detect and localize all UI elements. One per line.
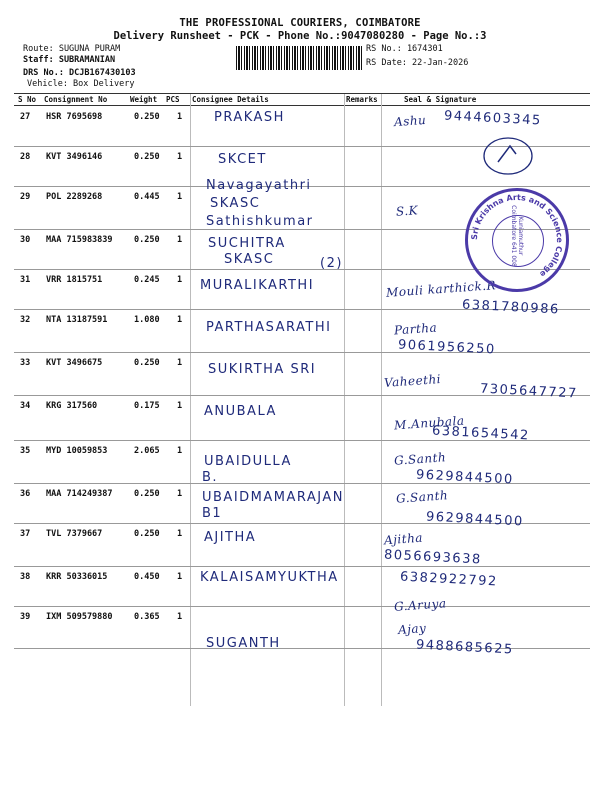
row-sno: 36 xyxy=(20,489,31,499)
row-pcs: 1 xyxy=(177,192,183,202)
row-pcs: 1 xyxy=(177,529,183,539)
row-sno: 30 xyxy=(20,235,31,245)
receiver-phone: 6381780986 xyxy=(461,297,561,318)
drs-barcode xyxy=(236,46,362,70)
row-sno: 34 xyxy=(20,401,31,411)
row-weight: 0.250 xyxy=(134,358,160,368)
row-sno: 28 xyxy=(20,152,31,162)
row-sno: 39 xyxy=(20,612,31,622)
staff-text: Staff: SUBRAMANIAN xyxy=(23,55,116,65)
row-weight: 0.445 xyxy=(134,192,160,202)
receiver-signature: G.Santh xyxy=(393,450,447,468)
row-consignment-no: IXM 509579880 xyxy=(46,612,113,622)
row-weight: 0.250 xyxy=(134,489,160,499)
handwritten-consignee-name: SUGANTH xyxy=(206,636,281,651)
row-weight: 1.080 xyxy=(134,315,160,325)
handwritten-consignee-name: UBAIDULLA xyxy=(204,454,292,469)
receiver-signature: Mouli karthick.R xyxy=(385,278,497,300)
handwritten-consignee-name: PRAKASH xyxy=(214,110,285,125)
receiver-phone: 9061956250 xyxy=(397,337,497,358)
row-pcs: 1 xyxy=(177,446,183,456)
tick-mark-icon xyxy=(480,132,540,178)
handwritten-consignee-extra: B. xyxy=(202,470,219,485)
row-consignment-no: VRR 1815751 xyxy=(46,275,103,285)
meta-left xyxy=(23,44,136,90)
handwritten-consignee-name: SKASC xyxy=(210,196,261,211)
row-pcs: 1 xyxy=(177,112,183,122)
row-consignment-no: TVL 7379667 xyxy=(46,529,103,539)
row-pcs: 1 xyxy=(177,275,183,285)
col-consignee: Consignee Details xyxy=(192,95,269,104)
col-weight: Weight xyxy=(130,95,158,104)
receiver-signature: Ajitha xyxy=(383,530,424,548)
seal-center-text: Kuniamuthur Coimbatore 641 008 xyxy=(510,205,524,267)
row-sno: 37 xyxy=(20,529,31,539)
row-weight: 0.250 xyxy=(134,152,160,162)
handwritten-consignee-extra: Navagayathri xyxy=(206,178,312,193)
row-sno: 33 xyxy=(20,358,31,368)
row-consignment-no: NTA 13187591 xyxy=(46,315,108,325)
vehicle-text: Vehicle: Box Delivery xyxy=(27,79,135,89)
receiver-phone: 8056693638 xyxy=(383,547,483,568)
row-sno: 29 xyxy=(20,192,31,202)
receiver-phone: 6382922792 xyxy=(399,569,499,590)
drs-text: DRS No.: DCJB167430103 xyxy=(23,68,136,78)
handwritten-consignee-name: SUKIRTHA SRI xyxy=(208,362,317,377)
handwritten-consignee-name: AJITHA xyxy=(204,530,257,545)
svg-text:Sri Krishna Arts and Science C: Sri Krishna Arts and Science College xyxy=(469,192,565,279)
row-pcs: 1 xyxy=(177,572,183,582)
row-pcs: 1 xyxy=(177,489,183,499)
receiver-phone: 7305647727 xyxy=(479,381,579,402)
row-weight: 0.250 xyxy=(134,235,160,245)
row-consignment-no: HSR 7695698 xyxy=(46,112,103,122)
col-remarks: Remarks xyxy=(346,95,378,104)
handwritten-consignee-extra: Sathishkumar xyxy=(206,214,314,229)
receiver-phone: 9488685625 xyxy=(415,637,515,658)
col-consignment: Consignment No xyxy=(44,95,108,104)
meta-right xyxy=(366,44,468,69)
table-row xyxy=(0,606,600,646)
row-consignment-no: KVT 3496675 xyxy=(46,358,103,368)
row-consignment-no: MYD 10059853 xyxy=(46,446,108,456)
handwritten-note: (2) xyxy=(320,256,343,271)
handwritten-consignee-extra: B1 xyxy=(202,506,223,521)
row-consignment-no: KRG 317560 xyxy=(46,401,98,411)
handwritten-consignee-name: SKCET xyxy=(218,152,267,167)
runsheet-subtitle: Delivery Runsheet - PCK - Phone No.:9047080280 - Page No.:3 xyxy=(113,30,487,42)
row-pcs: 1 xyxy=(177,315,183,325)
row-weight: 0.250 xyxy=(134,112,160,122)
handwritten-consignee-name: SUCHITRA xyxy=(208,236,286,251)
receiver-signature: Ashu xyxy=(393,112,427,130)
receiver-signature: Vaheethi xyxy=(383,372,442,390)
row-weight: 0.175 xyxy=(134,401,160,411)
row-sno: 38 xyxy=(20,572,31,582)
rs-date-text: RS Date: 22-Jan-2026 xyxy=(366,58,469,68)
row-weight: 0.365 xyxy=(134,612,160,622)
row-pcs: 1 xyxy=(177,152,183,162)
row-sno: 31 xyxy=(20,275,31,285)
row-weight: 2.065 xyxy=(134,446,160,456)
company-title: THE PROFESSIONAL COURIERS, COIMBATORE xyxy=(179,17,421,29)
row-consignment-no: MAA 714249387 xyxy=(46,489,113,499)
receiver-signature: M.Anubala xyxy=(393,413,465,433)
row-weight: 0.245 xyxy=(134,275,160,285)
row-pcs: 1 xyxy=(177,401,183,411)
handwritten-consignee-name: UBAIDMAMARAJAN xyxy=(202,490,345,505)
row-consignment-no: KVT 3496146 xyxy=(46,152,103,162)
receiver-signature: Ajay xyxy=(397,621,427,637)
receiver-phone: 6381654542 xyxy=(431,423,531,444)
receiver-signature: Partha xyxy=(393,320,438,338)
row-sno: 35 xyxy=(20,446,31,456)
row-weight: 0.250 xyxy=(134,529,160,539)
table-row xyxy=(0,523,600,563)
receiver-phone: 9629844500 xyxy=(425,509,525,530)
handwritten-consignee-name: ANUBALA xyxy=(204,404,277,419)
handwritten-consignee-name: KALAISAMYUKTHA xyxy=(200,570,339,585)
row-weight: 0.450 xyxy=(134,572,160,582)
row-consignment-no: KRR 50336015 xyxy=(46,572,108,582)
row-pcs: 1 xyxy=(177,235,183,245)
col-seal: Seal & Signature xyxy=(404,95,477,104)
row-sno: 27 xyxy=(20,112,31,122)
rs-no-text: RS No.: 1674301 xyxy=(366,44,443,54)
row-sno: 32 xyxy=(20,315,31,325)
receiver-phone: 9629844500 xyxy=(415,467,515,488)
row-pcs: 1 xyxy=(177,358,183,368)
receiver-phone: 9444603345 xyxy=(443,108,543,129)
route-text: Route: SUGUNA PURAM xyxy=(23,44,121,54)
row-consignment-no: POL 2289268 xyxy=(46,192,103,202)
receiver-signature: S.K xyxy=(395,203,419,219)
receiver-signature: G.Aruya xyxy=(393,596,447,614)
handwritten-consignee-name: PARTHASARATHI xyxy=(206,320,332,335)
handwritten-consignee-name: MURALIKARTHI xyxy=(200,278,315,293)
college-seal-stamp xyxy=(465,188,569,292)
header-top-rule xyxy=(14,93,590,94)
col-pcs: PCS xyxy=(166,95,180,104)
receiver-signature: G.Santh xyxy=(395,488,449,506)
row-pcs: 1 xyxy=(177,612,183,622)
handwritten-consignee-extra: SKASC xyxy=(224,252,275,267)
col-sno: S No xyxy=(18,95,37,104)
row-consignment-no: MAA 715983839 xyxy=(46,235,113,245)
